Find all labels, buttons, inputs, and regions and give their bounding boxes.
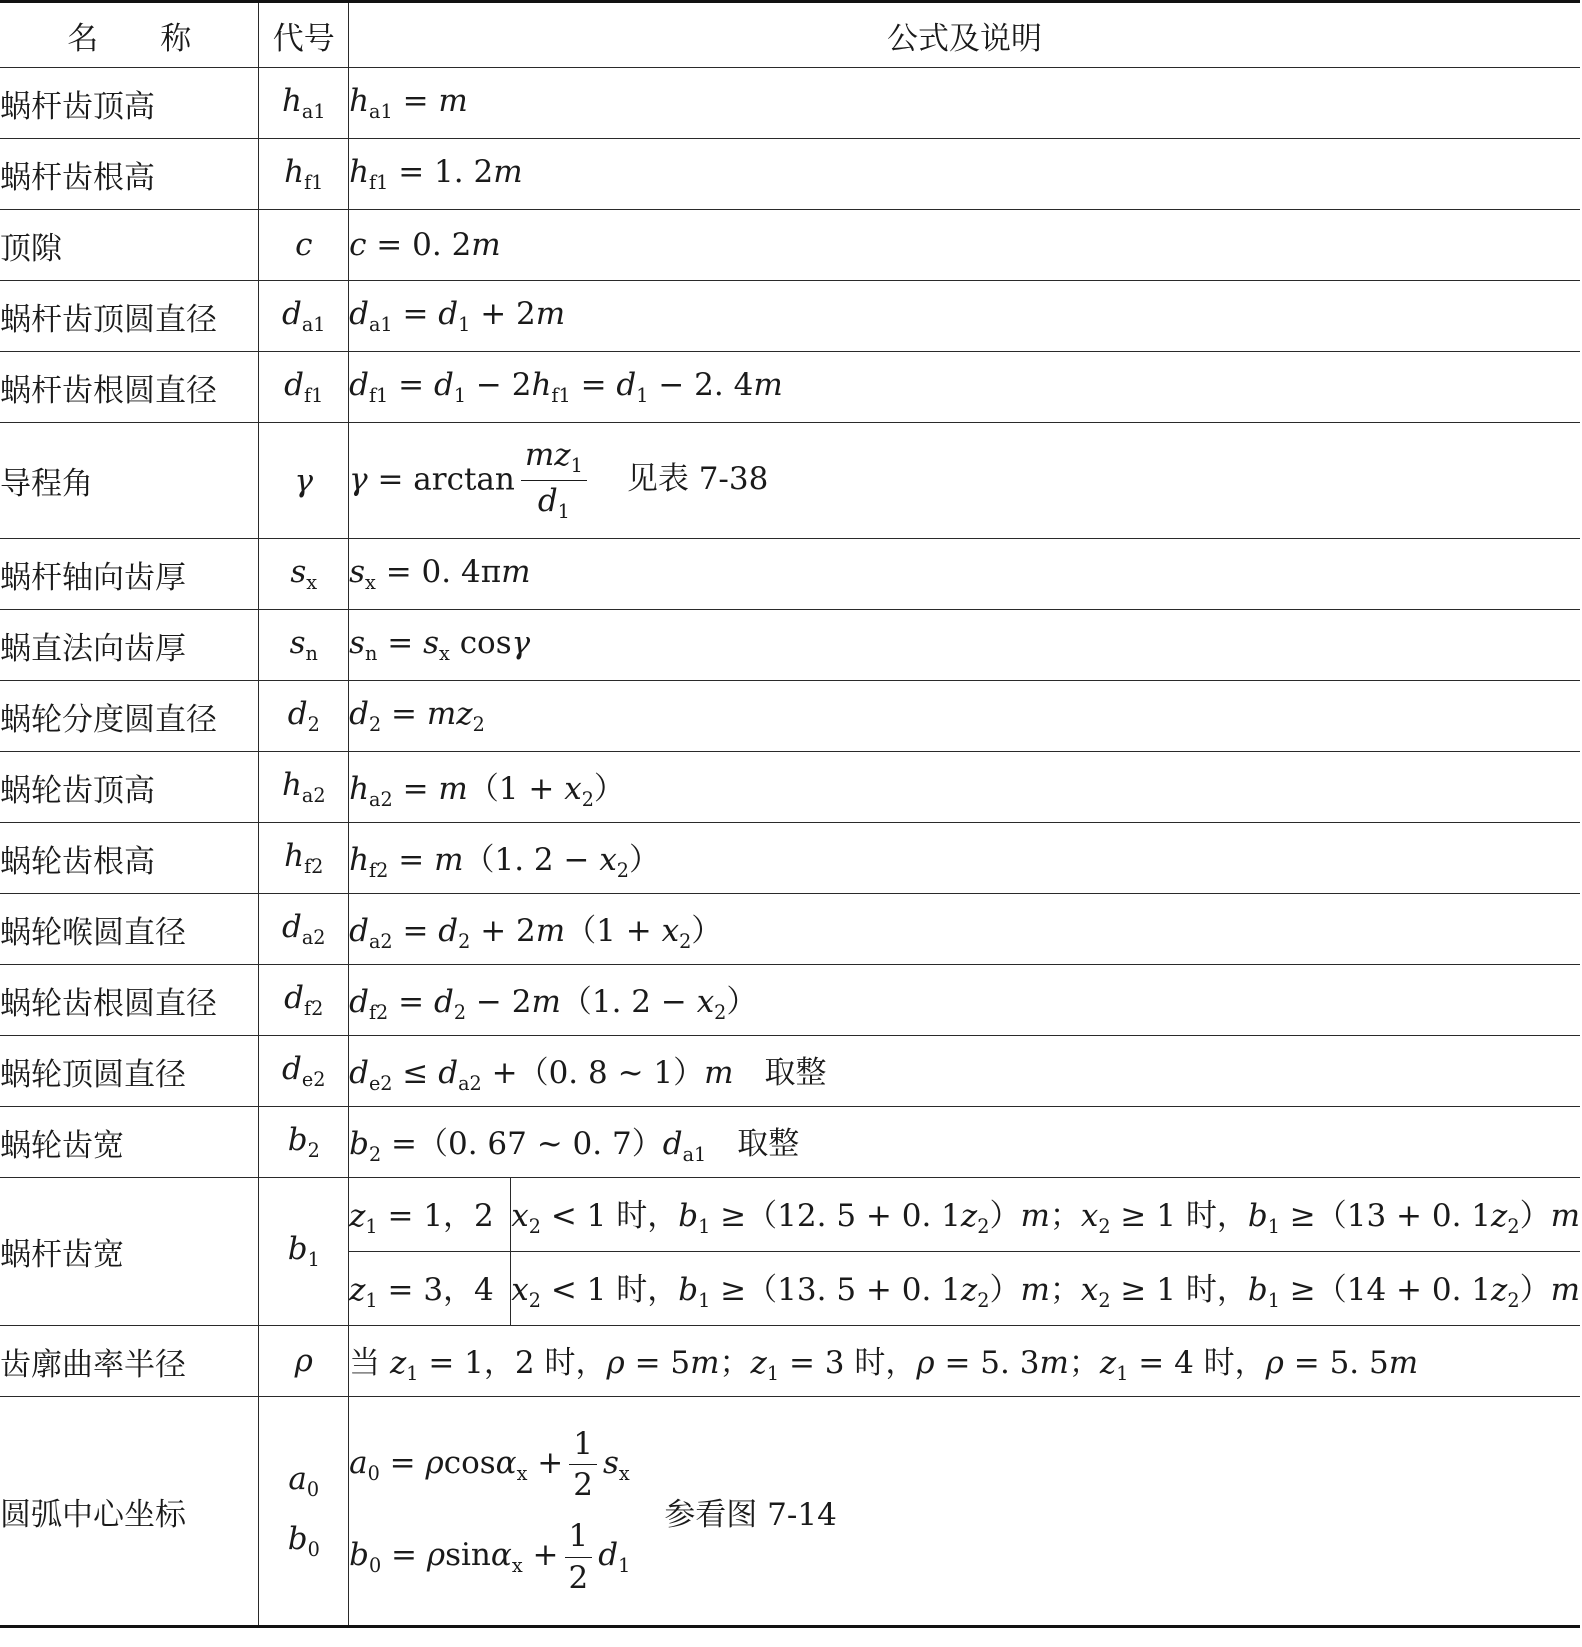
case-condition: $x_2 < 1$ 时，$b_1 \ge(13$. 5 + 0. $1z_2)m$；$x_2 \ge 1$ 时，$b_1 \ge(14 + 0$. $1z_2)m$: [511, 1252, 1580, 1326]
table-header-row: [0, 2, 1580, 68]
formula-prefix: $b_0 = \rho\sin\alpha_x$ +: [349, 1536, 559, 1578]
row-formula: 当 $z_1 = 1$，2 时，ρ = 5m；$z_1 = 3$ 时，ρ = 5. 3m；$z_1 = 4$ 时，ρ = 5. 5m: [349, 1326, 1580, 1397]
table-row: [0, 823, 1580, 894]
table-row: [0, 610, 1580, 681]
row-formula: [349, 1397, 1580, 1627]
formula-line-a0: [349, 1425, 630, 1504]
row-symbol: $b_1$: [259, 1178, 349, 1326]
lead-angle-fraction-denominator: $d_1$: [537, 483, 570, 524]
row-name: 蜗杆轴向齿厚: [0, 539, 259, 610]
table-row: [0, 281, 1580, 352]
row-formula: $s_n = s_x$ cosγ: [349, 610, 1580, 681]
row-formula: $d_{f1} = d_1 - 2h_{f1} = d_1 - 2$. 4m: [349, 352, 1580, 423]
row-name: 顶隙: [0, 210, 259, 281]
formula-suffix: $d_1$: [598, 1536, 631, 1578]
formula-line-b0: [349, 1520, 630, 1594]
half-fraction-a0-denominator: 2: [573, 1467, 593, 1504]
half-fraction-b0-numerator: 1: [565, 1520, 593, 1558]
row-symbol: $d_{a1}$: [259, 281, 349, 352]
header-formula: 公式及说明: [349, 2, 1580, 68]
row-formula: c = 0. 2m: [349, 210, 1580, 281]
half-fraction-b0-denominator: 2: [568, 1559, 589, 1596]
row-symbol: $d_{e2}$: [259, 1036, 349, 1107]
row-symbol: $h_{f2}$: [259, 823, 349, 894]
row-symbol: $b_2$: [259, 1107, 349, 1178]
table-row: [0, 965, 1580, 1036]
row-name: 蜗杆齿宽: [0, 1178, 259, 1326]
row-name: 蜗杆齿顶高: [0, 68, 259, 139]
table-row: [0, 423, 1580, 539]
row-symbol: $h_{a2}$: [259, 752, 349, 823]
row-formula: $h_{a1} = m$: [349, 68, 1580, 139]
row-name: 齿廓曲率半径: [0, 1326, 259, 1397]
row-name: 蜗直法向齿厚: [0, 610, 259, 681]
row-symbol: ρ: [259, 1326, 349, 1397]
row-symbol: $h_{f1}$: [259, 139, 349, 210]
formula-note: 参看图 7-14: [664, 1496, 837, 1533]
row-formula: $h_{a2} = m(1 + x_2)$: [349, 752, 1580, 823]
table-row: [0, 1036, 1580, 1107]
row-formula: $d_{f2} = d_2 - 2m(1$. $2 - x_2$）: [349, 965, 1580, 1036]
row-formula: $d_{a1} = d_1 + 2m$: [349, 281, 1580, 352]
table-row: [0, 210, 1580, 281]
case-tooth-count: $z_1 = 3$，4: [349, 1252, 511, 1326]
lead-angle-fraction: [521, 436, 587, 524]
table-row: [0, 1397, 1580, 1627]
table-row: [0, 539, 1580, 610]
row-formula: $s_x = 0$. 4πm: [349, 539, 1580, 610]
row-formula: $h_{f2} = m(1$. $2 - x_2$）: [349, 823, 1580, 894]
arc-formula-wrap: [349, 1425, 1580, 1596]
row-formula: $d_{e2} \le d_{a2} +(0$. 8 ~ 1）m 取整: [349, 1036, 1580, 1107]
row-symbol: c: [259, 210, 349, 281]
row-name: 蜗杆齿根圆直径: [0, 352, 259, 423]
row-name: 蜗轮齿根圆直径: [0, 965, 259, 1036]
row-name: 蜗杆齿顶圆直径: [0, 281, 259, 352]
row-symbol: $d_2$: [259, 681, 349, 752]
row-formula: $h_{f1} = 1$. 2m: [349, 139, 1580, 210]
symbol-stack: [259, 1461, 348, 1561]
symbol-a0: $a_0$: [288, 1460, 320, 1501]
row-symbol: $d_{a2}$: [259, 894, 349, 965]
row-name: 导程角: [0, 423, 259, 539]
header-symbol: 代号: [259, 2, 349, 68]
row-name: 圆弧中心坐标: [0, 1397, 259, 1627]
table-row: [0, 752, 1580, 823]
row-name: 蜗轮顶圆直径: [0, 1036, 259, 1107]
table-row: [0, 681, 1580, 752]
row-formula: $d_{a2} = d_2 + 2m(1 + x_2)$: [349, 894, 1580, 965]
row-formula: [349, 423, 1580, 539]
half-fraction-b0: [565, 1520, 593, 1594]
row-symbol: $d_{f2}$: [259, 965, 349, 1036]
formula-suffix: $s_x$: [603, 1444, 630, 1486]
row-symbol: γ: [259, 423, 349, 539]
case-tooth-count: $z_1 = 1$，2: [349, 1178, 511, 1252]
table-row: [0, 894, 1580, 965]
row-formula: $d_2 = mz_2$: [349, 681, 1580, 752]
symbol-b0: $b_0$: [287, 1521, 320, 1562]
half-fraction-a0-numerator: 1: [569, 1428, 597, 1466]
row-symbol: $h_{a1}$: [259, 68, 349, 139]
table-row: [0, 68, 1580, 139]
header-name: 名 称: [0, 2, 259, 68]
formula-note: 见表 7-38: [626, 461, 769, 497]
row-symbol: [259, 1397, 349, 1627]
case-condition: $x_2 < 1$ 时，$b_1 \ge(12$. 5 + 0. $1z_2)m$；$x_2 \ge 1$ 时，$b_1 \ge(13 + 0$. $1z_2)m$: [511, 1178, 1580, 1252]
row-name: 蜗轮齿根高: [0, 823, 259, 894]
table-row: [0, 352, 1580, 423]
table-row: [0, 1178, 1580, 1252]
row-symbol: $s_x$: [259, 539, 349, 610]
row-name: 蜗轮齿宽: [0, 1107, 259, 1178]
table-row: [0, 1326, 1580, 1397]
row-name: 蜗轮分度圆直径: [0, 681, 259, 752]
half-fraction-a0: [569, 1425, 597, 1504]
formula-prefix: γ = arctan: [349, 461, 515, 497]
formula-prefix: $a_0 = \rho\cos\alpha_x$ +: [349, 1444, 564, 1486]
table-row: [0, 139, 1580, 210]
table-row: [0, 1107, 1580, 1178]
row-symbol: $d_{f1}$: [259, 352, 349, 423]
row-name: 蜗轮齿顶高: [0, 752, 259, 823]
row-name: 蜗杆齿根高: [0, 139, 259, 210]
arc-formula-lines: [349, 1425, 631, 1596]
lead-angle-fraction-numerator: $mz_1$: [521, 439, 587, 481]
row-formula: $b_2 =(0$. 67 ~ 0. $7)d_{a1}$ 取整: [349, 1107, 1580, 1178]
row-symbol: $s_n$: [259, 610, 349, 681]
row-name: 蜗轮喉圆直径: [0, 894, 259, 965]
